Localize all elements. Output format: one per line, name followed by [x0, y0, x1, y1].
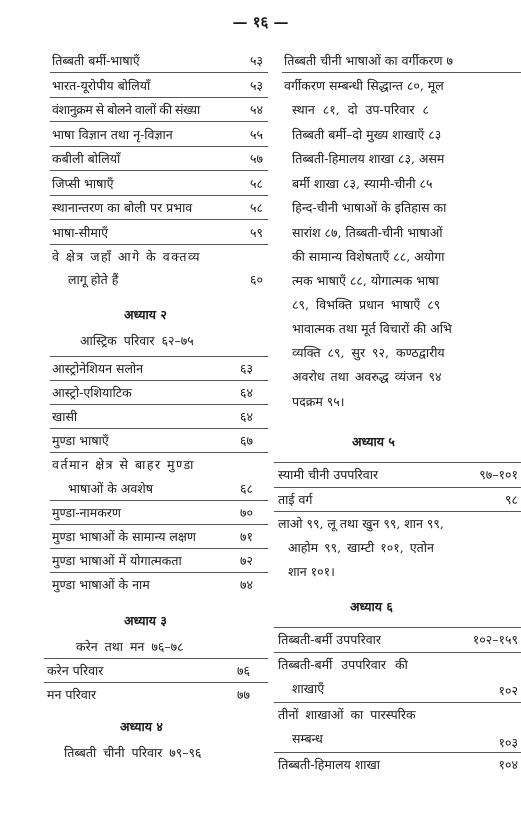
toc-entry: तिब्बती बर्मी-भाषाएँ	[52, 53, 140, 68]
toc-text: व्यक्ति ८९, सुर ९२, कण्ठद्वारीय	[292, 345, 445, 360]
toc-entry: आस्ट्रोनेशियन सलोन	[52, 361, 144, 376]
toc-entry: भाषा विज्ञान तथा नृ-विज्ञान	[52, 127, 173, 142]
row-rule	[50, 428, 268, 429]
toc-page: ६३	[239, 361, 253, 376]
toc-text: स्थान ८१, दो उप-परिवार ८	[292, 102, 429, 117]
toc-entry-continued: शाखाएँ	[292, 681, 325, 696]
row-rule	[274, 511, 521, 512]
toc-page: ७६	[236, 663, 250, 678]
toc-page: ५३	[249, 53, 263, 68]
row-rule	[44, 658, 268, 659]
toc-entry: स्यामी चीनी उपपरिवार	[278, 467, 379, 482]
toc-text: हिन्द-चीनी भाषाओं के इतिहास का	[292, 200, 447, 215]
row-rule	[50, 500, 268, 501]
toc-entry: मुण्डा भाषाएँ	[52, 433, 109, 448]
toc-page: ७७	[236, 687, 250, 702]
toc-entry: वंशानुक्रम से बोलने वालों की संख्या	[52, 102, 200, 117]
toc-page: १०२	[498, 683, 518, 698]
row-rule	[50, 380, 268, 381]
row-rule	[50, 244, 268, 245]
toc-page: ७४	[239, 577, 253, 592]
toc-page: ५३	[249, 78, 263, 93]
row-rule	[274, 702, 521, 703]
toc-entry: कबीली बोलियाँ	[52, 151, 121, 166]
toc-entry: करेन परिवार	[47, 663, 104, 678]
toc-page: ६४	[239, 385, 253, 400]
chapter-heading: अध्याय ६	[350, 599, 393, 614]
toc-text: तिब्बती बर्मी–दो मुख्य शाखाएँ ८३	[292, 127, 442, 142]
toc-entry: तिब्बती चीनी भाषाओं का वर्गीकरण ७	[284, 53, 454, 68]
chapter-title: करेन तथा मन ७६–७८	[76, 639, 184, 654]
row-rule	[274, 487, 521, 488]
row-rule	[50, 170, 268, 171]
toc-page: ५५	[249, 127, 263, 142]
toc-page: ९८	[504, 492, 518, 507]
toc-entry: भाषा-सीमाएँ	[52, 225, 109, 240]
toc-text: बर्मी शाखा ८३, स्यामी-चीनी ८५	[292, 176, 433, 191]
toc-page: १०२–१५९	[472, 632, 518, 647]
row-rule	[274, 752, 521, 753]
toc-page: ७२	[239, 553, 253, 568]
toc-text: पदक्रम ९५।	[292, 394, 345, 409]
toc-entry-continued: सम्बन्ध	[292, 731, 323, 746]
chapter-heading: अध्याय ३	[124, 613, 167, 628]
toc-entry: तिब्बती-हिमालय शाखा	[278, 757, 380, 772]
chapter-title: तिब्बती चीनी परिवार ७९–९६	[64, 745, 202, 760]
toc-page: ९७–१०१	[479, 467, 518, 482]
row-rule	[50, 404, 268, 405]
toc-page: ५८	[249, 176, 263, 191]
row-rule	[274, 652, 521, 653]
toc-entry: आस्ट्रो-एशियाटिक	[52, 385, 132, 400]
row-rule	[274, 627, 521, 628]
chapter-heading: अध्याय ४	[120, 719, 163, 734]
toc-text: सारांश ८७, तिब्बती-चीनी भाषाओं	[292, 225, 443, 240]
chapter-heading: अध्याय २	[124, 307, 167, 322]
row-rule	[50, 548, 268, 549]
toc-entry: मुण्डा भाषाओं के सामान्य लक्षण	[52, 529, 196, 544]
toc-entry: स्थानान्तरण का बोली पर प्रभाव	[52, 200, 193, 215]
toc-entry: मुण्डा-नामकरण	[52, 505, 121, 520]
row-rule	[50, 524, 268, 525]
chapter-title: आस्ट्रिक परिवार ६२–७५	[80, 333, 194, 348]
chapter-heading: अध्याय ५	[352, 434, 395, 449]
toc-entry: जिप्सी भाषाएँ	[52, 176, 114, 191]
toc-page: १०४	[498, 757, 518, 772]
toc-text: ८९, विभक्ति प्रधान भाषाएँ ८९	[292, 297, 441, 312]
row-rule	[50, 72, 268, 73]
toc-page: १०३	[498, 735, 518, 750]
toc-page: ७०	[239, 505, 253, 520]
row-rule	[50, 572, 268, 573]
toc-page: ५८	[249, 200, 263, 215]
toc-entry: वे क्षेत्र जहाँ आगे के वक्तव्य	[52, 249, 202, 264]
toc-text: तिब्बती-हिमालय शाखा ८३, असम	[292, 151, 445, 166]
toc-text: वर्गीकरण सम्बन्धी सिद्धान्त ८०, मूल	[284, 78, 444, 93]
toc-entry: मुण्डा भाषाओं में योगात्मकता	[52, 553, 182, 568]
toc-page: ६७	[239, 433, 253, 448]
toc-entry: मन परिवार	[47, 687, 97, 702]
toc-entry: खासी	[52, 409, 78, 424]
toc-text: शान १०१।	[288, 564, 335, 579]
toc-text: भावात्मक तथा मूर्त विचारों की अभि	[292, 321, 452, 336]
toc-entry: तिब्बती-बर्मी उपपरिवार की	[278, 657, 408, 672]
toc-page: ५९	[249, 225, 263, 240]
toc-page: ६४	[239, 409, 253, 424]
page-number: — १६ —	[232, 13, 289, 31]
toc-entry: वर्तमान क्षेत्र से बाहर मुण्डा	[52, 457, 195, 472]
row-rule	[50, 219, 268, 220]
toc-text: लाओ ९९, लू तथा खुन ९९, शान ९९,	[278, 516, 444, 531]
toc-page: ५७	[249, 151, 263, 166]
toc-entry: ताई वर्ग	[278, 492, 313, 507]
toc-page: ७१	[239, 529, 253, 544]
row-rule	[50, 97, 268, 98]
toc-entry: तीनों शाखाओं का पारस्परिक	[278, 707, 416, 722]
toc-entry-continued: लागू होते हैं	[68, 272, 119, 287]
row-rule	[50, 356, 268, 357]
toc-text: अवरोध तथा अवरुद्ध व्यंजन ९४	[292, 369, 442, 384]
toc-page: ६८	[239, 481, 253, 496]
toc-entry: भारत-यूरोपीय बोलियाँ	[52, 78, 151, 93]
toc-entry: मुण्डा भाषाओं के नाम	[52, 577, 150, 592]
row-rule	[50, 146, 268, 147]
toc-entry-continued: भाषाओं के अवशेष	[68, 481, 154, 496]
toc-text: आहोम ९९, खाम्टी १०१, एतोन	[288, 540, 434, 555]
row-rule	[274, 462, 521, 463]
toc-text: की सामान्य विशेषताएँ ८८, अयोगा	[292, 249, 445, 264]
toc-entry: तिब्बती-बर्मी उपपरिवार	[278, 632, 382, 647]
row-rule	[50, 121, 268, 122]
toc-text: त्मक भाषाएँ ८८, योगात्मक भाषा	[292, 273, 439, 288]
toc-page: ५४	[249, 102, 263, 117]
row-rule	[44, 682, 268, 683]
row-rule	[50, 452, 268, 453]
toc-page: ६०	[249, 272, 263, 287]
row-rule	[50, 195, 268, 196]
row-rule	[282, 72, 521, 73]
